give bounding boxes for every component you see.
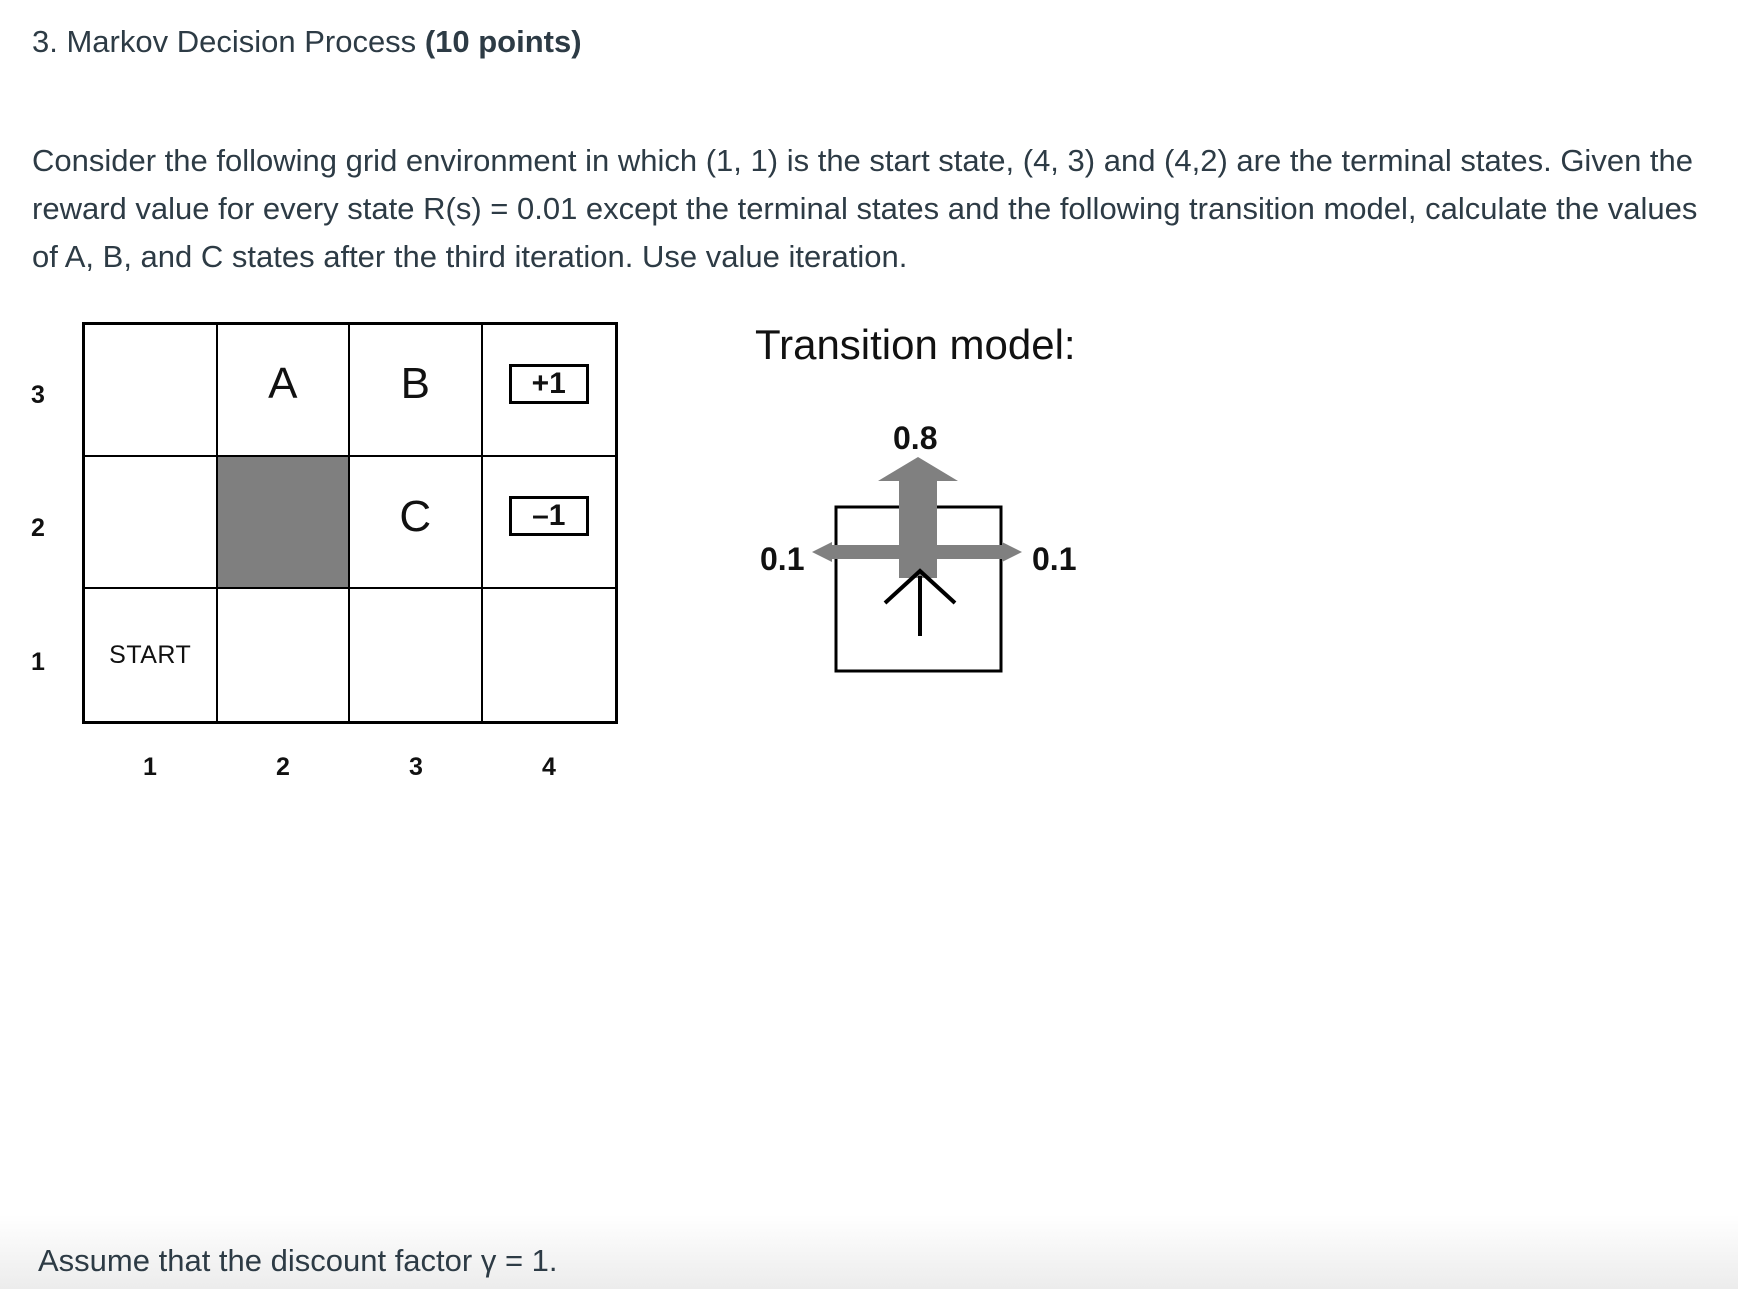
question-title-text: 3. Markov Decision Process xyxy=(32,24,417,59)
col-label-3: 3 xyxy=(409,753,423,781)
cell-a xyxy=(218,325,351,457)
lateral-arrow-bar xyxy=(826,545,1006,559)
label-a: A xyxy=(268,359,298,408)
row-label-1: 1 xyxy=(31,648,45,676)
cell-c xyxy=(350,457,483,589)
prob-forward: 0.8 xyxy=(893,420,938,456)
cell-terminal-plus xyxy=(483,325,616,457)
cell-start xyxy=(85,589,218,721)
label-b: B xyxy=(400,359,430,408)
forward-arrowhead-icon xyxy=(878,457,958,481)
discount-note: Assume that the discount factor γ = 1. xyxy=(38,1243,558,1278)
prob-left: 0.1 xyxy=(760,541,805,577)
right-arrowhead-icon xyxy=(1002,542,1022,562)
terminal-plus-one: +1 xyxy=(509,364,589,404)
cell-terminal-minus xyxy=(483,457,616,589)
prob-right: 0.1 xyxy=(1032,541,1077,577)
left-arrowhead-icon xyxy=(812,542,832,562)
cell-1-2 xyxy=(85,457,218,589)
terminal-minus-one: –1 xyxy=(509,496,589,536)
start-label: START xyxy=(109,640,192,669)
cell-2-1 xyxy=(218,589,351,721)
cell-1-3 xyxy=(85,325,218,457)
cell-4-1 xyxy=(483,589,616,721)
transition-square xyxy=(836,507,1001,671)
forward-arrow-shaft xyxy=(899,478,937,578)
question-paragraph: Consider the following grid environment in which (1, 1) is the start state, (4, 3) and (4,2) are the terminal states. Given the reward value for every state R(s) = 0.01 except the terminal states and the following transition model, calculate the values of A, B, and C states after the third iteration. Use value iteration. xyxy=(32,143,1698,274)
row-label-3: 3 xyxy=(31,381,45,409)
cell-b xyxy=(350,325,483,457)
question-title xyxy=(32,20,582,64)
cell-3-1 xyxy=(350,589,483,721)
transition-model-title: Transition model: xyxy=(755,321,1076,368)
grid-world xyxy=(82,322,618,724)
question-points: (10 points) xyxy=(424,24,582,59)
col-label-2: 2 xyxy=(276,753,290,781)
wall-cell xyxy=(218,457,351,589)
col-label-4: 4 xyxy=(542,753,556,781)
row-label-2: 2 xyxy=(31,514,45,542)
label-c: C xyxy=(399,492,432,541)
action-arrow-icon xyxy=(885,571,955,603)
col-label-1: 1 xyxy=(143,753,157,781)
